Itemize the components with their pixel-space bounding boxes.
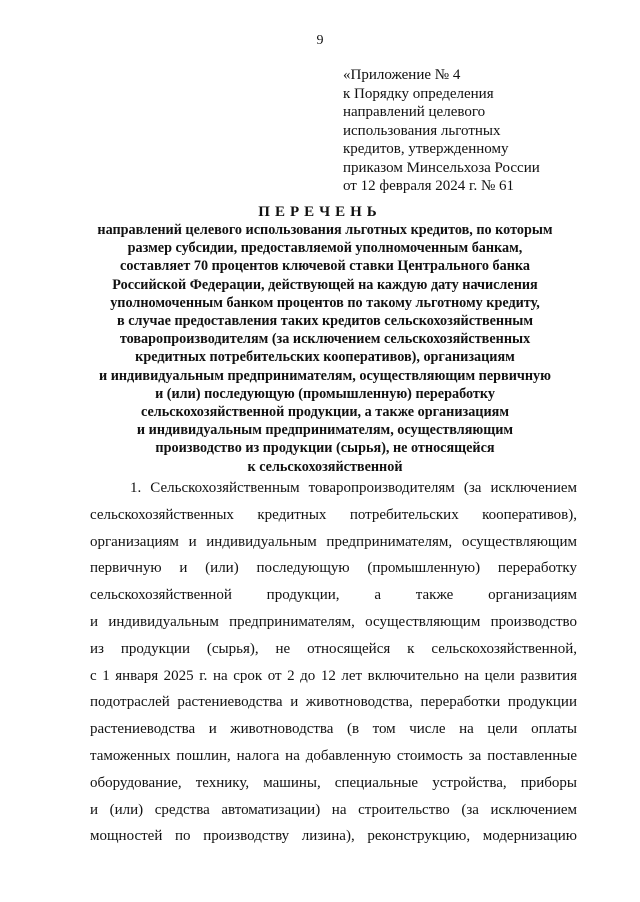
appendix-line: к Порядку определения	[343, 85, 494, 102]
document-title: ПЕРЕЧЕНЬ	[258, 204, 382, 220]
subtitle-line: кредитных потребительских кооперативов), организациям	[135, 349, 515, 366]
body-line: подотраслей растениеводства и животноводства, переработки продукции	[90, 694, 577, 711]
appendix-line: приказом Минсельхоза России	[343, 159, 540, 176]
appendix-line: «Приложение № 4	[343, 67, 461, 83]
document-subtitle	[60, 221, 590, 476]
subtitle-line: и индивидуальным предпринимателям, осуществляющим	[136, 422, 514, 439]
body-line: сельскохозяйственных кредитных потребительских кооперативов),	[90, 506, 577, 523]
body-line: организациям и индивидуальным предпринимателям, осуществляющим	[90, 533, 577, 550]
subtitle-line: уполномоченным банком процентов по такому льготному кредиту,	[110, 294, 540, 311]
subtitle-line: в случае предоставления таких кредитов сельскохозяйственным	[116, 313, 534, 330]
body-line: 1. Сельскохозяйственным товаропроизводителям (за исключением	[130, 480, 577, 496]
body-line: растениеводства и животноводства (в том числе на цели оплаты	[90, 721, 577, 738]
subtitle-line: размер субсидии, предоставляемой уполномоченным банкам,	[127, 240, 523, 257]
body-line: оборудование, технику, машины, специальные устройства, приборы	[90, 774, 577, 791]
subtitle-line: и индивидуальным предпринимателям, осуществляющим первичную	[98, 367, 551, 384]
body-line: первичную и (или) последующую (промышленную) переработку	[90, 560, 577, 577]
appendix-header	[343, 66, 583, 196]
body-paragraph	[90, 475, 577, 850]
body-line: из продукции (сырья), не относящейся к сельскохозяйственной,	[90, 640, 577, 657]
body-line: мощностей по производству лизина), реконструкцию, модернизацию	[90, 828, 577, 845]
body-line: сельскохозяйственной продукции, а также организациям	[90, 587, 577, 604]
subtitle-line: производство из продукции (сырья), не относящейся	[155, 440, 495, 457]
appendix-line: от 12 февраля 2024 г. № 61	[343, 178, 515, 194]
subtitle-line: составляет 70 процентов ключевой ставки Центрального банка	[120, 258, 530, 275]
body-line: таможенных пошлин, налога на добавленную стоимость за поставленные	[90, 747, 577, 764]
appendix-line: кредитов, утвержденному	[343, 141, 509, 157]
subtitle-line: товаропроизводителям (за исключением сельскохозяйственных	[119, 331, 531, 348]
subtitle-line: сельскохозяйственной продукции, а также организациям	[140, 404, 509, 421]
body-line: с 1 января 2025 г. на срок от 2 до 12 лет включительно на цели развития	[90, 667, 577, 684]
body-line: и (или) средства автоматизации) на строительство (за исключением	[90, 801, 577, 818]
appendix-line: использования льготных	[343, 122, 501, 139]
subtitle-line: Российской Федерации, действующей на каждую дату начисления	[112, 276, 538, 293]
subtitle-line: и (или) последующую (промышленную) переработку	[155, 385, 495, 402]
page-number: 9	[316, 33, 324, 48]
subtitle-line: направлений целевого использования льготных кредитов, по которым	[97, 222, 553, 238]
appendix-line: направлений целевого	[343, 104, 486, 120]
subtitle-line: к сельскохозяйственной	[247, 458, 403, 475]
body-line: и индивидуальным предпринимателям, осуществляющим производство	[90, 613, 577, 630]
